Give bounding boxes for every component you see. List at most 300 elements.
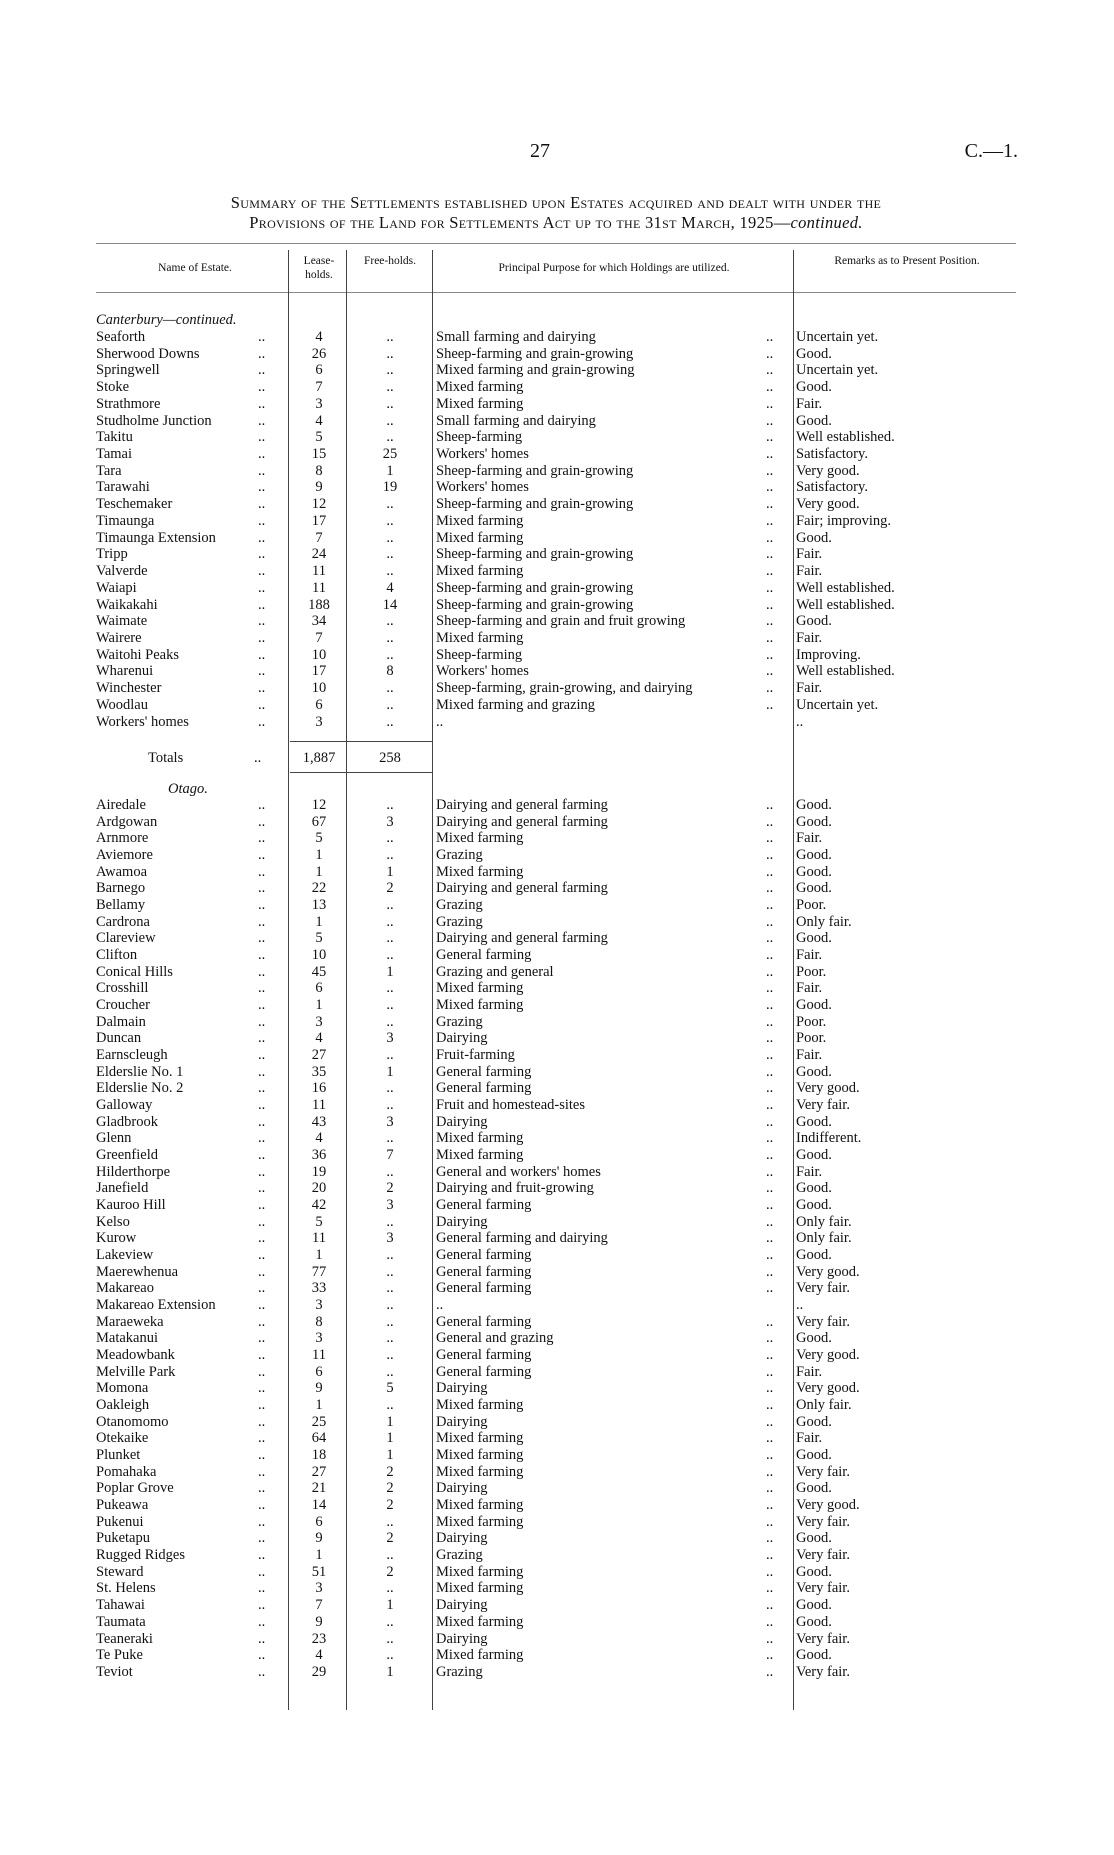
- leaseholds-value: 4: [315, 1030, 323, 1047]
- freeholds-value: 1: [386, 1663, 394, 1680]
- leader-dots: ..: [258, 813, 266, 830]
- estate-name: Cardrona: [96, 913, 150, 930]
- leader-dots: ..: [766, 1630, 774, 1647]
- leaseholds-value: 7: [315, 1597, 323, 1614]
- leader-dots: ..: [258, 1247, 266, 1264]
- leader-dots: ..: [258, 1230, 266, 1247]
- freeholds-value: ..: [386, 1297, 394, 1314]
- estate-name: Maraeweka: [96, 1313, 164, 1330]
- purpose-value: Sheep-farming and grain-growing: [436, 345, 634, 362]
- leader-dots: ..: [258, 529, 266, 546]
- table-row: [0, 630, 1114, 647]
- leader-dots: ..: [258, 1280, 266, 1297]
- purpose-value: General farming: [436, 1080, 532, 1097]
- remarks-value: Uncertain yet.: [796, 329, 879, 345]
- remarks-value: Well established.: [796, 663, 895, 680]
- leader-dots: ..: [766, 1130, 774, 1147]
- purpose-value: Small farming and dairying: [436, 412, 596, 429]
- estate-name: Winchester: [96, 680, 162, 697]
- estate-name: Conical Hills: [96, 963, 173, 980]
- freeholds-value: ..: [386, 362, 394, 379]
- freeholds-value: ..: [386, 1630, 394, 1647]
- purpose-value: Sheep-farming and grain-growing: [436, 596, 634, 613]
- remarks-value: Very fair.: [796, 1663, 850, 1680]
- freeholds-value: 2: [386, 1463, 394, 1480]
- leader-dots: ..: [766, 847, 774, 863]
- table-row: [0, 814, 1114, 831]
- leaseholds-value: 1: [315, 913, 323, 930]
- estate-name: Melville Park: [96, 1363, 176, 1380]
- leader-dots: ..: [766, 663, 774, 680]
- remarks-value: Only fair.: [796, 913, 852, 930]
- leader-dots: ..: [766, 1580, 774, 1597]
- freeholds-value: ..: [386, 1330, 394, 1347]
- estate-name: Waikakahi: [96, 596, 158, 613]
- remarks-value: Poor.: [796, 1030, 827, 1047]
- remarks-value: Only fair.: [796, 1213, 852, 1230]
- freeholds-value: ..: [386, 1513, 394, 1530]
- title-continued: continued.: [790, 213, 863, 232]
- leader-dots: ..: [766, 1313, 774, 1330]
- purpose-value: Dairying: [436, 1413, 488, 1430]
- leaseholds-value: 5: [315, 1213, 323, 1230]
- table-row: [0, 1580, 1114, 1597]
- leader-dots: ..: [258, 1147, 266, 1164]
- table-row: [0, 1564, 1114, 1581]
- purpose-value: Grazing: [436, 913, 483, 930]
- leaseholds-value: 3: [315, 1297, 323, 1314]
- remarks-value: Very fair.: [796, 1280, 850, 1297]
- estate-name: Tara: [96, 462, 122, 479]
- leader-dots: ..: [258, 1063, 266, 1080]
- leaseholds-value: 3: [315, 1013, 323, 1030]
- table-row: [0, 463, 1114, 480]
- estate-name: Waiapi: [96, 579, 137, 596]
- leaseholds-value: 25: [311, 1413, 327, 1430]
- leader-dots: ..: [766, 362, 774, 379]
- leader-dots: ..: [766, 1363, 774, 1380]
- freeholds-value: ..: [386, 1080, 394, 1097]
- table-row: [0, 897, 1114, 914]
- purpose-value: Mixed farming: [436, 997, 524, 1014]
- estate-name: Awamoa: [96, 863, 148, 880]
- purpose-value: General farming: [436, 1263, 532, 1280]
- purpose-value: Grazing: [436, 1547, 483, 1564]
- leaseholds-value: 22: [311, 880, 327, 897]
- purpose-value: Mixed farming and grazing: [436, 696, 596, 713]
- estate-name: Tahawai: [96, 1597, 145, 1614]
- leader-dots: ..: [766, 1197, 774, 1214]
- leaseholds-value: 1: [315, 1247, 323, 1264]
- table-row: [0, 1280, 1114, 1297]
- leader-dots: ..: [766, 897, 774, 914]
- estate-name: Gladbrook: [96, 1113, 159, 1130]
- freeholds-value: ..: [386, 1130, 394, 1147]
- purpose-value: Mixed farming: [436, 1447, 524, 1464]
- leader-dots: ..: [258, 596, 266, 613]
- totals-dots: ..: [254, 750, 262, 766]
- freeholds-value: ..: [386, 1613, 394, 1630]
- freeholds-value: ..: [386, 1397, 394, 1414]
- table-row: [0, 1264, 1114, 1281]
- table-row: [0, 680, 1114, 697]
- leader-dots: ..: [258, 1197, 266, 1214]
- leader-dots: ..: [258, 1263, 266, 1280]
- remarks-value: Fair.: [796, 1163, 823, 1180]
- freeholds-value: 3: [386, 813, 394, 830]
- remarks-value: Good.: [796, 1447, 832, 1464]
- leaseholds-value: 42: [311, 1197, 327, 1214]
- leader-dots: ..: [258, 379, 266, 396]
- table-row: [0, 947, 1114, 964]
- leader-dots: ..: [766, 412, 774, 429]
- estate-name: Oakleigh: [96, 1397, 150, 1414]
- estate-name: Waimate: [96, 613, 148, 630]
- leader-dots: ..: [766, 1380, 774, 1397]
- estate-name: Tarawahi: [96, 479, 150, 496]
- leader-dots: ..: [258, 1530, 266, 1547]
- estate-name: Poplar Grove: [96, 1480, 174, 1497]
- leaseholds-value: 7: [315, 529, 323, 546]
- leader-dots: ..: [258, 1047, 266, 1064]
- leader-dots: ..: [766, 1597, 774, 1614]
- remarks-value: Good.: [796, 1147, 832, 1164]
- freeholds-value: ..: [386, 1363, 394, 1380]
- remarks-value: Fair.: [796, 546, 823, 563]
- table-row: [0, 1497, 1114, 1514]
- estate-name: Workers' homes: [96, 713, 189, 730]
- leader-dots: ..: [258, 1463, 266, 1480]
- leaseholds-value: 24: [311, 546, 327, 563]
- leader-dots: ..: [766, 830, 774, 847]
- freeholds-value: 8: [386, 663, 394, 680]
- remarks-value: Good.: [796, 880, 832, 897]
- leaseholds-value: 11: [312, 563, 326, 580]
- purpose-value: Sheep-farming and grain and fruit growing: [436, 613, 686, 630]
- purpose-value: Mixed farming: [436, 512, 524, 529]
- freeholds-value: 4: [386, 579, 394, 596]
- freeholds-value: 1: [386, 462, 394, 479]
- remarks-value: Very fair.: [796, 1463, 850, 1480]
- table-row: [0, 1530, 1114, 1547]
- purpose-value: Workers' homes: [436, 663, 529, 680]
- leaseholds-value: 6: [315, 696, 323, 713]
- remarks-value: Uncertain yet.: [796, 362, 879, 379]
- leaseholds-value: 1: [315, 997, 323, 1014]
- purpose-value: Dairying and general farming: [436, 930, 608, 947]
- leader-dots: ..: [258, 1097, 266, 1114]
- table-row: [0, 797, 1114, 814]
- leaseholds-value: 35: [311, 1063, 327, 1080]
- remarks-value: Good.: [796, 1613, 832, 1630]
- leader-dots: ..: [766, 1563, 774, 1580]
- leader-dots: ..: [766, 797, 774, 813]
- freeholds-value: 2: [386, 1180, 394, 1197]
- estate-name: Croucher: [96, 997, 150, 1014]
- table-row: [0, 362, 1114, 379]
- purpose-value: Fruit and homestead-sites: [436, 1097, 586, 1114]
- table-row: [0, 1430, 1114, 1447]
- freeholds-value: 19: [382, 479, 398, 496]
- leader-dots: ..: [766, 1347, 774, 1364]
- table-row: [0, 697, 1114, 714]
- estate-name: Dalmain: [96, 1013, 146, 1030]
- freeholds-value: ..: [386, 1580, 394, 1597]
- purpose-value: Grazing and general: [436, 963, 554, 980]
- leaseholds-value: 16: [311, 1080, 327, 1097]
- purpose-value: Mixed farming: [436, 1580, 524, 1597]
- leader-dots: ..: [258, 446, 266, 463]
- leaseholds-value: 20: [311, 1180, 327, 1197]
- leader-dots: ..: [258, 1397, 266, 1414]
- table-row: [0, 1230, 1114, 1247]
- leader-dots: ..: [766, 1330, 774, 1347]
- freeholds-value: 1: [386, 1413, 394, 1430]
- totals-rule-bottom: [290, 772, 432, 773]
- purpose-value: General farming: [436, 947, 532, 964]
- header-purpose: Principal Purpose for which Holdings are utilized.: [498, 262, 730, 274]
- leader-dots: ..: [258, 1580, 266, 1597]
- header-leaseholds: Lease-holds.: [303, 255, 335, 281]
- leaseholds-value: 9: [315, 1613, 323, 1630]
- freeholds-value: ..: [386, 496, 394, 513]
- leaseholds-value: 23: [311, 1630, 327, 1647]
- estate-name: Tripp: [96, 546, 128, 563]
- remarks-value: Good.: [796, 813, 832, 830]
- leader-dots: ..: [258, 830, 266, 847]
- purpose-value: Mixed farming: [436, 1563, 524, 1580]
- freeholds-value: ..: [386, 897, 394, 914]
- table-header: [96, 243, 1016, 293]
- estate-name: Hilderthorpe: [96, 1163, 171, 1180]
- remarks-value: Well established.: [796, 579, 895, 596]
- table-row: [0, 513, 1114, 530]
- leaseholds-value: 9: [315, 1530, 323, 1547]
- leader-dots: ..: [258, 897, 266, 914]
- table-row: [0, 1397, 1114, 1414]
- estate-name: Barnego: [96, 880, 146, 897]
- purpose-value: Mixed farming: [436, 1430, 524, 1447]
- estate-name: Maerewhenua: [96, 1263, 179, 1280]
- purpose-value: Mixed farming: [436, 1647, 524, 1664]
- freeholds-value: ..: [386, 1347, 394, 1364]
- freeholds-value: 1: [386, 863, 394, 880]
- freeholds-value: ..: [386, 947, 394, 964]
- leader-dots: ..: [766, 997, 774, 1014]
- freeholds-value: ..: [386, 847, 394, 863]
- leader-dots: ..: [766, 1013, 774, 1030]
- freeholds-value: ..: [386, 1313, 394, 1330]
- table-row: [0, 1314, 1114, 1331]
- leaseholds-value: 3: [315, 713, 323, 730]
- estate-name: Waitohi Peaks: [96, 646, 179, 663]
- table-row: [0, 1147, 1114, 1164]
- estate-name: Aviemore: [96, 847, 153, 863]
- leader-dots: ..: [258, 1513, 266, 1530]
- leader-dots: ..: [258, 1013, 266, 1030]
- leaseholds-value: 3: [315, 1330, 323, 1347]
- estate-name: Matakanui: [96, 1330, 159, 1347]
- remarks-value: Good.: [796, 1563, 832, 1580]
- freeholds-value: ..: [386, 930, 394, 947]
- leader-dots: ..: [766, 1480, 774, 1497]
- remarks-value: Very fair.: [796, 1313, 850, 1330]
- freeholds-value: 1: [386, 963, 394, 980]
- freeholds-value: ..: [386, 529, 394, 546]
- remarks-value: Fair.: [796, 830, 823, 847]
- estate-name: Janefield: [96, 1180, 149, 1197]
- leaseholds-value: 51: [311, 1563, 327, 1580]
- leader-dots: ..: [258, 1313, 266, 1330]
- estate-name: Teviot: [96, 1663, 133, 1680]
- freeholds-value: 1: [386, 1447, 394, 1464]
- leader-dots: ..: [766, 596, 774, 613]
- estate-name: Pukeawa: [96, 1497, 149, 1514]
- remarks-value: Only fair.: [796, 1397, 852, 1414]
- leader-dots: ..: [258, 1297, 266, 1314]
- leaseholds-value: 3: [315, 1580, 323, 1597]
- purpose-value: Mixed farming: [436, 379, 524, 396]
- freeholds-value: ..: [386, 646, 394, 663]
- leader-dots: ..: [258, 1180, 266, 1197]
- purpose-value: Fruit-farming: [436, 1047, 515, 1064]
- table-row: [0, 1097, 1114, 1114]
- remarks-value: Good.: [796, 345, 832, 362]
- leader-dots: ..: [258, 629, 266, 646]
- leaseholds-value: 33: [311, 1280, 327, 1297]
- purpose-value: Dairying and general farming: [436, 813, 608, 830]
- freeholds-value: ..: [386, 395, 394, 412]
- leader-dots: ..: [258, 462, 266, 479]
- remarks-value: Good.: [796, 1330, 832, 1347]
- leader-dots: ..: [258, 1497, 266, 1514]
- leader-dots: ..: [766, 863, 774, 880]
- leader-dots: ..: [258, 1213, 266, 1230]
- table-row: [0, 1080, 1114, 1097]
- table-row: [0, 1547, 1114, 1564]
- table-row: [0, 413, 1114, 430]
- purpose-value: Mixed farming and grain-growing: [436, 362, 635, 379]
- table-row: [0, 1347, 1114, 1364]
- freeholds-value: ..: [386, 329, 394, 345]
- leaseholds-value: 34: [311, 613, 327, 630]
- table-row: [0, 1330, 1114, 1347]
- remarks-value: Fair.: [796, 1047, 823, 1064]
- estate-name: Earnscleugh: [96, 1047, 168, 1064]
- remarks-value: ..: [796, 713, 804, 730]
- leader-dots: ..: [258, 713, 266, 730]
- estate-name: Arnmore: [96, 830, 149, 847]
- leader-dots: ..: [258, 345, 266, 362]
- table-row: [0, 597, 1114, 614]
- estate-name: Otanomomo: [96, 1413, 169, 1430]
- leader-dots: ..: [258, 579, 266, 596]
- page-title: [96, 193, 1016, 233]
- leader-dots: ..: [258, 847, 266, 863]
- freeholds-value: 2: [386, 1480, 394, 1497]
- remarks-value: Good.: [796, 1180, 832, 1197]
- leaseholds-value: 10: [311, 947, 327, 964]
- table-row: [0, 1364, 1114, 1381]
- remarks-value: Improving.: [796, 646, 861, 663]
- freeholds-value: ..: [386, 563, 394, 580]
- estate-name: Elderslie No. 1: [96, 1063, 184, 1080]
- table-row: [0, 1614, 1114, 1631]
- estate-name: Makareao Extension: [96, 1297, 216, 1314]
- leader-dots: ..: [258, 512, 266, 529]
- remarks-value: Very fair.: [796, 1097, 850, 1114]
- leader-dots: ..: [258, 1547, 266, 1564]
- estate-name: Otekaike: [96, 1430, 149, 1447]
- remarks-value: Poor.: [796, 897, 827, 914]
- freeholds-value: 2: [386, 1530, 394, 1547]
- leaseholds-value: 6: [315, 980, 323, 997]
- leader-dots: ..: [766, 1497, 774, 1514]
- leaseholds-value: 8: [315, 462, 323, 479]
- freeholds-value: ..: [386, 546, 394, 563]
- leaseholds-value: 26: [311, 345, 327, 362]
- estate-name: Clifton: [96, 947, 138, 964]
- estate-name: Teschemaker: [96, 496, 173, 513]
- table-row: [0, 714, 1114, 731]
- remarks-value: Poor.: [796, 963, 827, 980]
- leader-dots: ..: [766, 813, 774, 830]
- table-row: [0, 1464, 1114, 1481]
- title-line-2-text: Provisions of the Land for Settlements Act up to the 31st March, 1925—: [249, 213, 791, 232]
- purpose-value: Mixed farming: [436, 629, 524, 646]
- remarks-value: Very fair.: [796, 1580, 850, 1597]
- title-line-1: Summary of the Settlements established upon Estates acquired and dealt with under the: [230, 193, 882, 212]
- remarks-value: Very fair.: [796, 1630, 850, 1647]
- remarks-value: Very good.: [796, 1497, 860, 1514]
- estate-name: Galloway: [96, 1097, 153, 1114]
- remarks-value: Very good.: [796, 1080, 860, 1097]
- leaseholds-value: 12: [311, 797, 327, 813]
- leader-dots: ..: [766, 1280, 774, 1297]
- table-row: [0, 479, 1114, 496]
- leader-dots: ..: [766, 1447, 774, 1464]
- leader-dots: ..: [258, 1130, 266, 1147]
- purpose-value: ..: [436, 713, 444, 730]
- leaseholds-value: 7: [315, 629, 323, 646]
- leader-dots: ..: [258, 362, 266, 379]
- leaseholds-value: 188: [308, 596, 330, 613]
- estate-name: Momona: [96, 1380, 149, 1397]
- leader-dots: ..: [766, 1047, 774, 1064]
- estate-name: Rugged Ridges: [96, 1547, 186, 1564]
- remarks-value: Well established.: [796, 429, 895, 446]
- estate-name: Wharenui: [96, 663, 154, 680]
- leader-dots: ..: [258, 412, 266, 429]
- leader-dots: ..: [766, 1397, 774, 1414]
- estate-name: Lakeview: [96, 1247, 154, 1264]
- purpose-value: Mixed farming: [436, 563, 524, 580]
- leaseholds-value: 5: [315, 930, 323, 947]
- purpose-value: Dairying: [436, 1530, 488, 1547]
- purpose-value: General farming: [436, 1247, 532, 1264]
- leader-dots: ..: [258, 930, 266, 947]
- purpose-value: Sheep-farming and grain-growing: [436, 579, 634, 596]
- freeholds-value: 1: [386, 1597, 394, 1614]
- leader-dots: ..: [766, 1213, 774, 1230]
- leaseholds-value: 4: [315, 1130, 323, 1147]
- table-row: [0, 396, 1114, 413]
- leader-dots: ..: [766, 1180, 774, 1197]
- leader-dots: ..: [766, 395, 774, 412]
- leaseholds-value: 10: [311, 680, 327, 697]
- freeholds-value: ..: [386, 1213, 394, 1230]
- leader-dots: ..: [766, 930, 774, 947]
